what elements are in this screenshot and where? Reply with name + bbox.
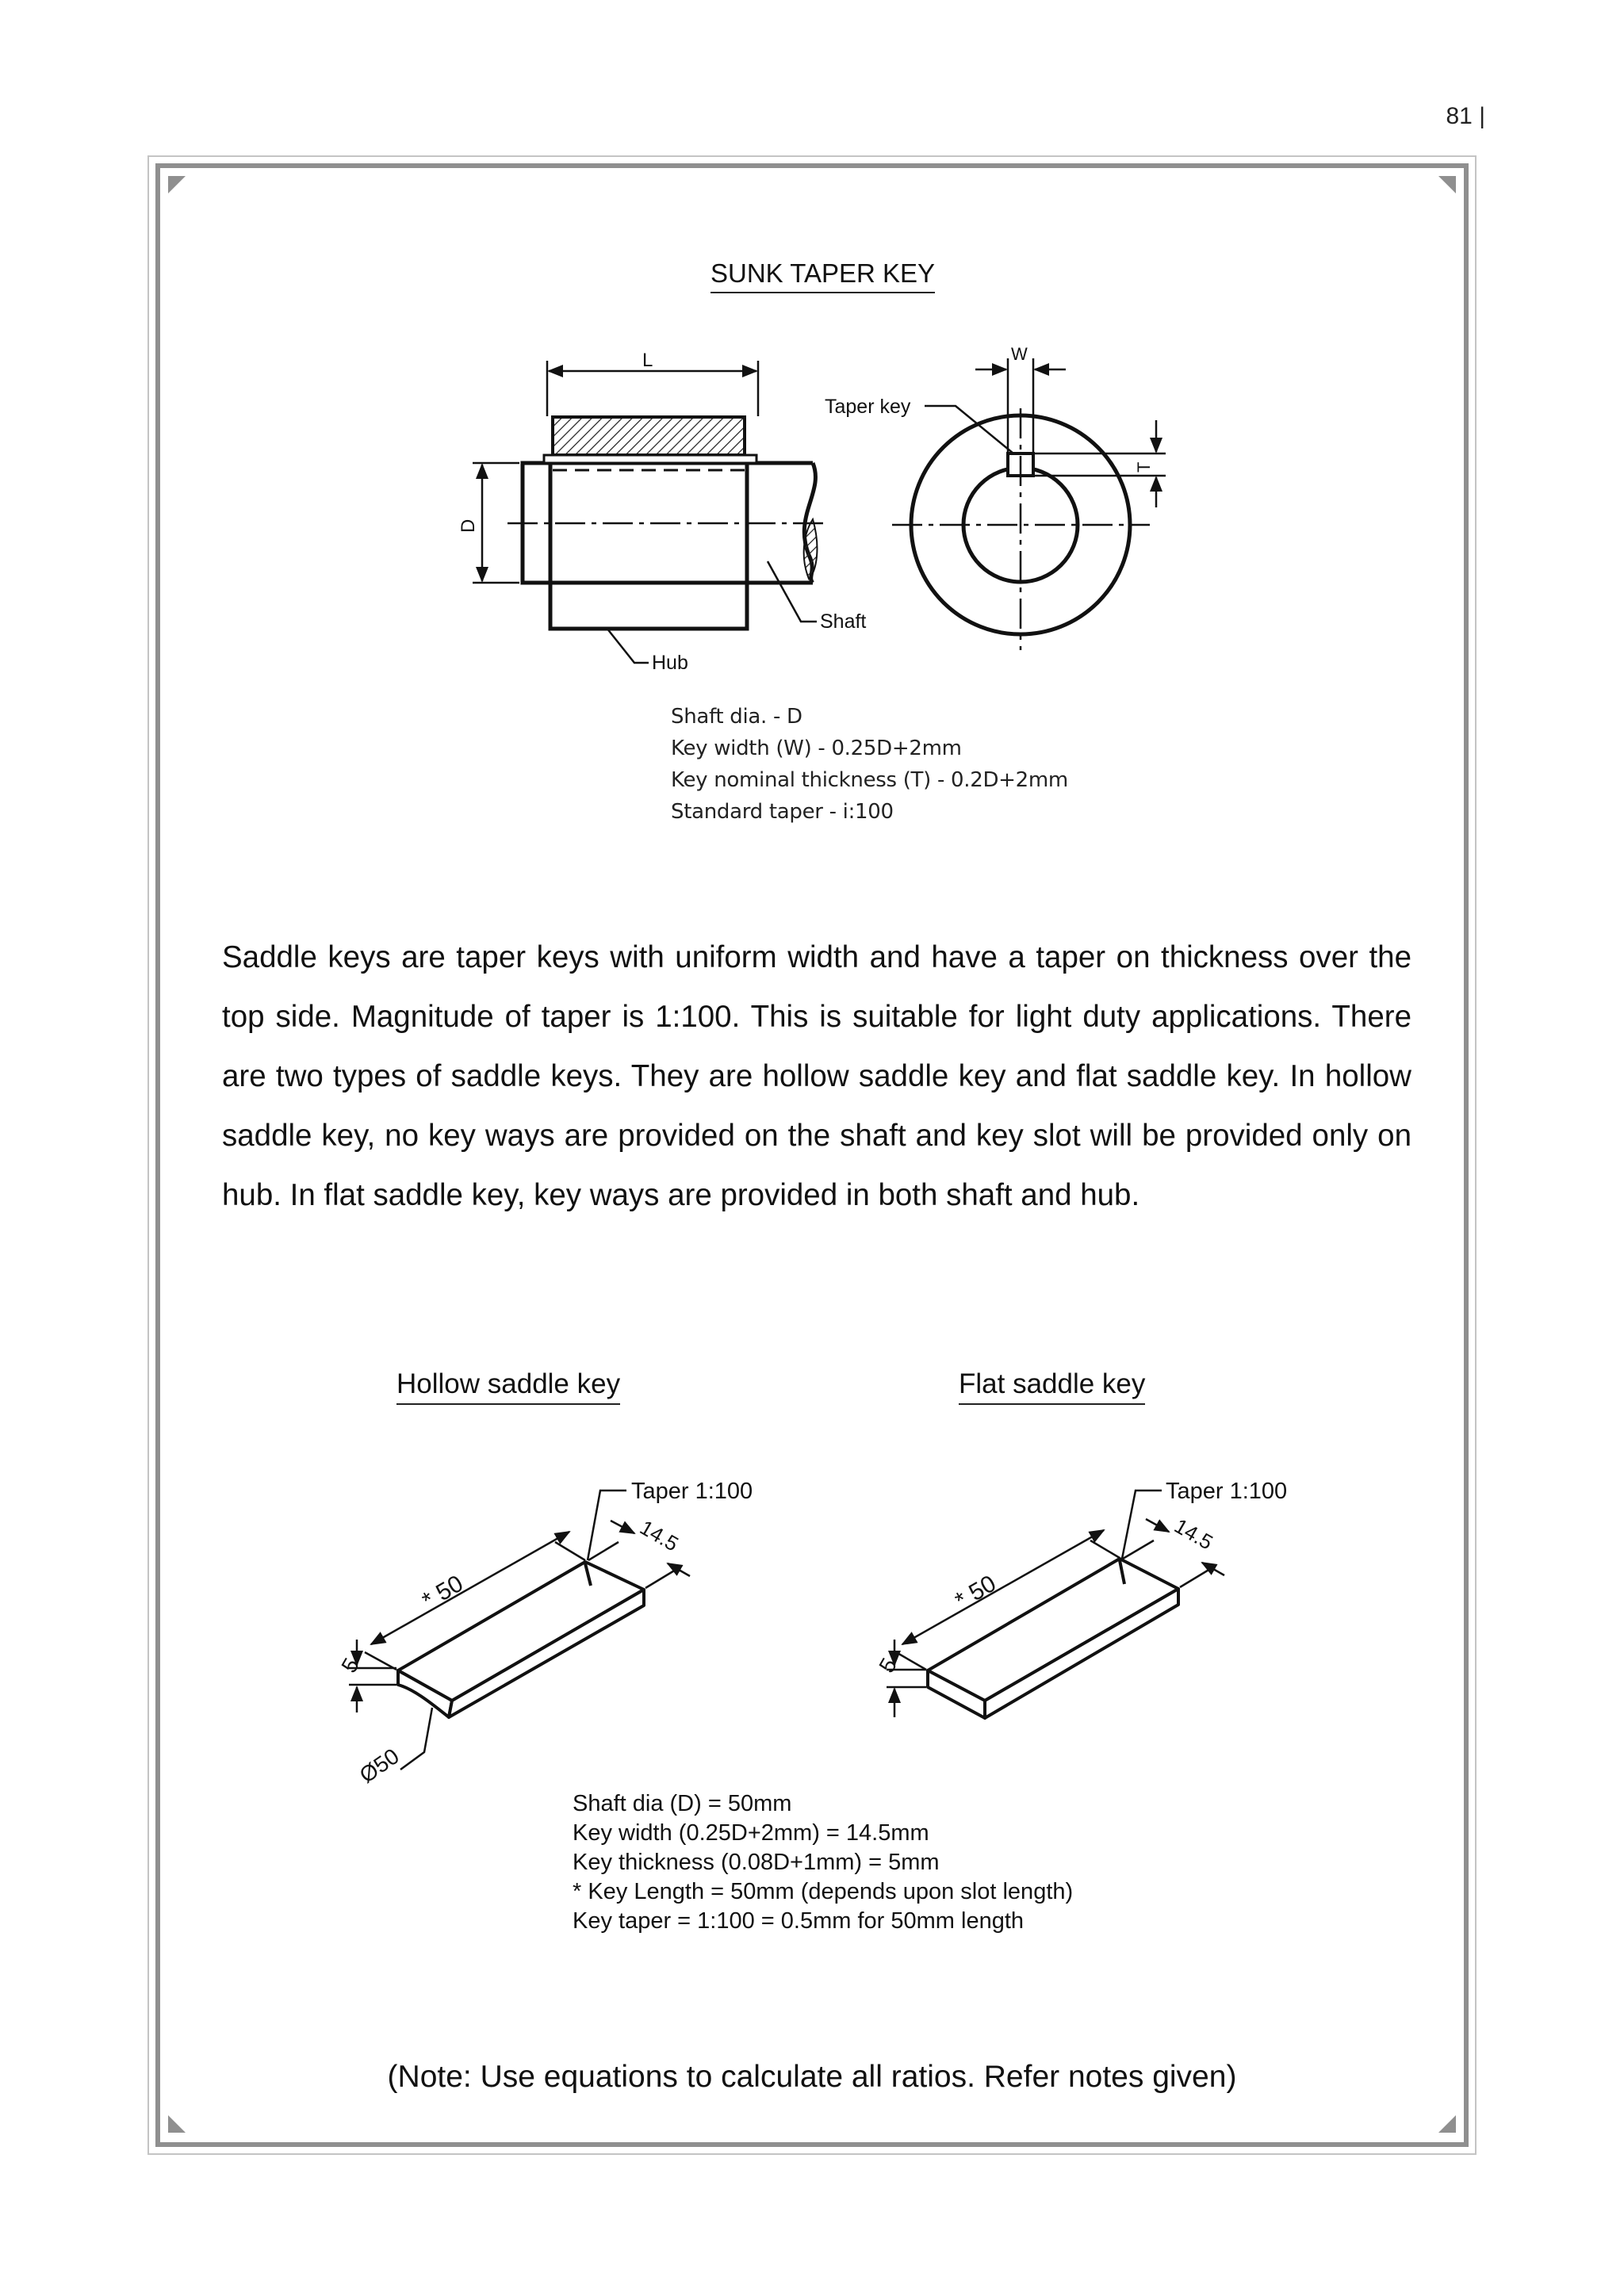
dimension-label-w: W — [1011, 344, 1028, 364]
taper-label: Taper 1:100 — [631, 1479, 753, 1504]
note-line: Key width (W) - 0.25D+2mm — [671, 737, 962, 760]
width-dimension-label: 14.5 — [1170, 1513, 1217, 1555]
hub-label: Hub — [652, 652, 688, 674]
length-dimension-label: * 50 — [418, 1570, 468, 1615]
footer-note: (Note: Use equations to calculate all ratios. Refer notes given) — [387, 2060, 1237, 2094]
width-dimension-label: 14.5 — [636, 1515, 683, 1556]
saddle-key-specs — [573, 1789, 1073, 1936]
shaft-label: Shaft — [820, 610, 867, 633]
note-line: Shaft dia. - D — [671, 705, 802, 729]
spec-line: Key taper = 1:100 = 0.5mm for 50mm length — [573, 1908, 1025, 1934]
sunk-taper-key-title: SUNK TAPER KEY — [710, 258, 935, 293]
note-line: Standard taper - i:100 — [671, 800, 894, 824]
spec-line: Shaft dia (D) = 50mm — [573, 1791, 792, 1816]
spec-line: Key width (0.25D+2mm) = 14.5mm — [573, 1820, 929, 1846]
page-number: 81 | — [1446, 103, 1485, 129]
thickness-dimension-label: 5 — [336, 1654, 364, 1677]
dimension-label-l: L — [642, 350, 653, 371]
length-dimension-label: * 50 — [951, 1570, 1001, 1615]
diameter-dimension-label: Ø50 — [354, 1743, 404, 1788]
hollow-saddle-key-title: Hollow saddle key — [396, 1368, 620, 1405]
note-line: Key nominal thickness (T) - 0.2D+2mm — [671, 768, 1068, 792]
thickness-dimension-label: 5 — [874, 1654, 902, 1677]
taper-key-label: Taper key — [825, 396, 911, 418]
dimension-label-d: D — [458, 519, 479, 533]
body-paragraph: Saddle keys are taper keys with uniform width and have a taper on thickness over the top side. Magnitude of taper is 1:100. This is suitable for light duty applications. There are two types of saddle keys. They are hollow saddle key and flat saddle key. In hollow saddle key, no key ways are provided on the shaft and key slot will be provided only on hub. In flat saddle key, key ways are provided in both shaft and hub. — [222, 940, 1411, 1212]
spec-line: * Key Length = 50mm (depends upon slot length) — [573, 1879, 1074, 1904]
flat-saddle-key-title: Flat saddle key — [959, 1368, 1145, 1405]
taper-label: Taper 1:100 — [1166, 1479, 1288, 1504]
dimension-label-t: T — [1134, 461, 1154, 473]
spec-line: Key thickness (0.08D+1mm) = 5mm — [573, 1850, 940, 1875]
